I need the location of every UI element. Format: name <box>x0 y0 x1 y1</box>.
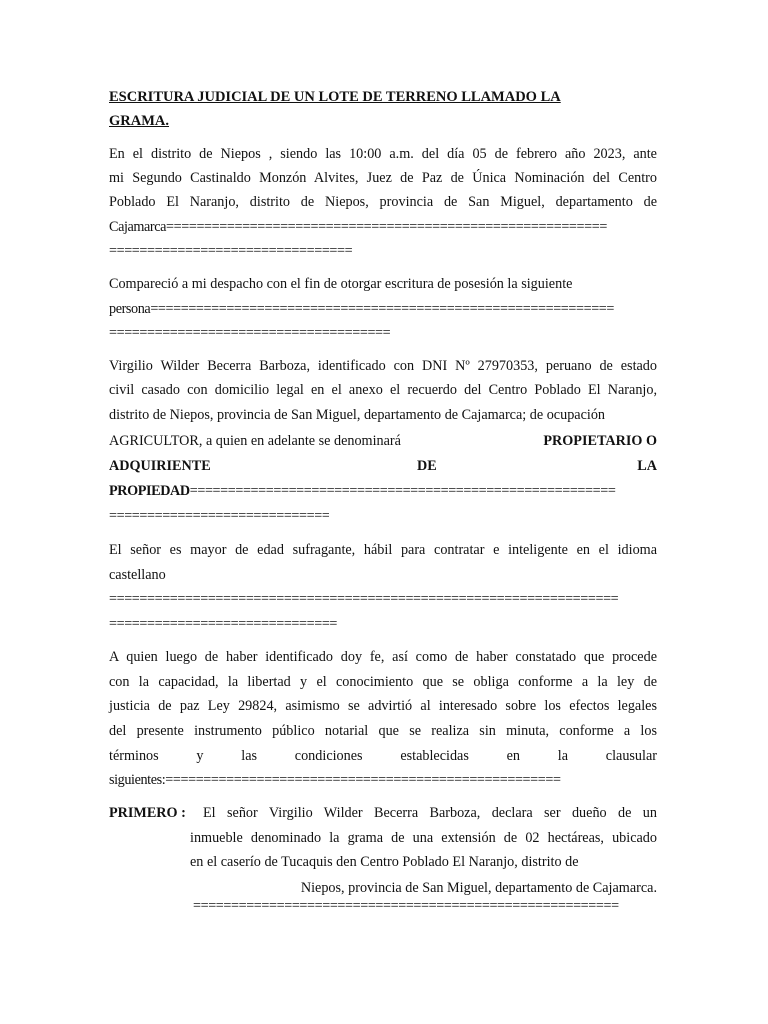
separator-line: ======================================================== <box>193 898 619 914</box>
paragraph-3-line: Virgilio Wilder Becerra Barboza, identificado con DNI Nº 27970353, peruano de estado <box>109 358 657 374</box>
paragraph-1-line: En el distrito de Niepos , siendo las 10:00 a.m. del día 05 de febrero año 2023, ante <box>109 146 657 162</box>
separator-line: =================================================================== <box>109 591 619 607</box>
separator-run: ======================================================== <box>189 483 616 499</box>
paragraph-1-line: mi Segundo Castinaldo Monzón Alvites, Juez de Paz de Única Nominación del Centro <box>109 170 657 186</box>
paragraph-5-line: siguientes:==================================================== <box>109 772 561 788</box>
document-title-line-1: ESCRITURA JUDICIAL DE UN LOTE DE TERRENO LLAMADO LA <box>109 89 561 105</box>
paragraph-5-line: con la capacidad, la libertad y el conocimiento que se obliga conforme a la ley de <box>109 674 657 690</box>
paragraph-5-line: del presente instrumento público notarial que se realiza sin minuta, conforme a los <box>109 723 657 739</box>
paragraph-3-line <box>109 482 657 500</box>
clause-1-line: inmueble denominado la grama de una extensión de 02 hectáreas, ubicado <box>190 830 657 846</box>
paragraph-3-line: AGRICULTOR, a quien en adelante se denominará <box>109 433 401 449</box>
paragraph-5-line: términos y las condiciones establecidas en la clausular <box>109 748 657 764</box>
paragraph-2-line: Compareció a mi despacho con el fin de otorgar escritura de posesión la siguiente <box>109 276 573 292</box>
paragraph-5-line: justicia de paz Ley 29824, asimismo se advirtió al interesado sobre los efectos legales <box>109 698 657 714</box>
paragraph-4-line: El señor es mayor de edad sufragante, hábil para contratar e inteligente en el idioma <box>109 542 657 558</box>
paragraph-1-line: Cajamarca========================================================== <box>109 219 607 235</box>
document-title-line-2: GRAMA. <box>109 113 170 129</box>
paragraph-5-line: A quien luego de haber identificado doy fe, así como de haber constatado que procede <box>109 649 657 665</box>
role-label-propiedad: PROPIEDAD <box>109 483 190 499</box>
paragraph-3-line: civil casado con domicilio legal en el anexo el recuerdo del Centro Poblado El Naranjo, <box>109 382 657 398</box>
clause-label-primero: PRIMERO : <box>109 805 186 821</box>
paragraph-3-line: distrito de Niepos, provincia de San Miguel, departamento de Cajamarca; de ocupación <box>109 407 606 423</box>
separator-line: ============================= <box>109 508 330 524</box>
role-label-de: DE <box>417 458 437 474</box>
separator-line: ================================ <box>109 243 353 259</box>
separator-line: ============================== <box>109 616 338 632</box>
role-label-propietario: PROPIETARIO O <box>543 433 657 449</box>
clause-1-line: El señor Virgilio Wilder Becerra Barboza, declara ser dueño de un <box>203 805 657 821</box>
clause-1-line: en el caserío de Tucaquis den Centro Poblado El Naranjo, distrito de <box>190 854 579 870</box>
role-label-la: LA <box>637 458 657 474</box>
paragraph-4-line: castellano <box>109 567 166 583</box>
paragraph-1-line: Poblado El Naranjo, distrito de Niepos, provincia de San Miguel, departamento de <box>109 194 657 210</box>
paragraph-2-line: persona============================================================= <box>109 301 614 317</box>
separator-line: ===================================== <box>109 325 391 341</box>
clause-1-line: Niepos, provincia de San Miguel, departamento de Cajamarca. <box>300 880 657 896</box>
role-label-adquiriente: ADQUIRIENTE <box>109 458 211 474</box>
